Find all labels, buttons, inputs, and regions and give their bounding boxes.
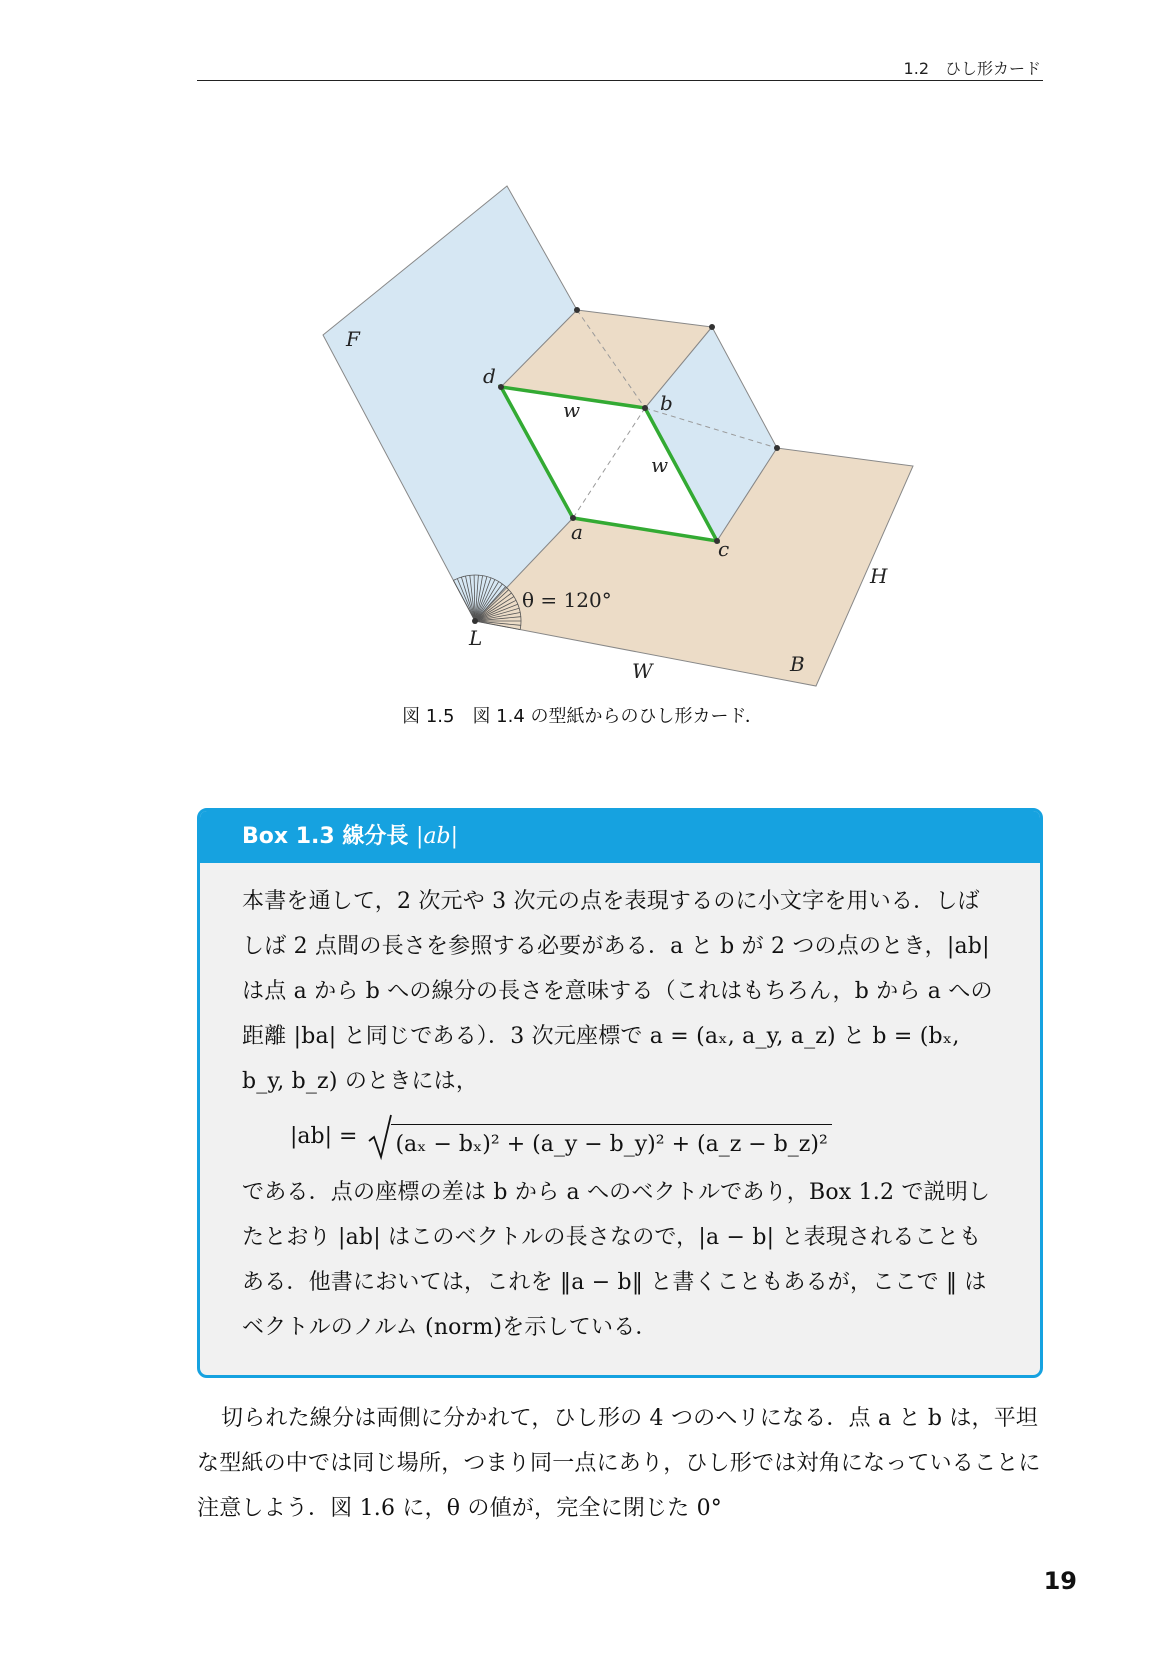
radical-sign-icon [367, 1113, 393, 1161]
box-paragraph-2: である．点の座標の差は b から a へのベクトルであり，Box 1.2 で説明したとおり |ab| はこのベクトルの長さなので，|a − b| と表現されることもある．他書においては，これを ‖a − b‖ と書くこともあるが，ここで ‖ はベクトルのノルム (norm)を示している． [242, 1180, 991, 1340]
label-l: L [469, 626, 483, 650]
label-f: F [346, 327, 360, 351]
box-title [200, 811, 1040, 863]
box-body [200, 863, 1040, 1350]
page-number: 19 [1043, 1567, 1077, 1595]
label-h: H [870, 564, 888, 588]
label-b: b [660, 391, 673, 415]
label-b-panel: B [790, 652, 805, 676]
label-w-right: w [651, 453, 669, 477]
label-c: c [718, 537, 730, 561]
box-paragraph-1: 本書を通して，2 次元や 3 次元の点を表現するのに小文字を用いる．しばしば 2 点間の長さを参照する必要がある．a と b が 2 つの点のとき，|ab| は点 a から b への線分の長さを意味する（これはもちろん，b から a への距離 |ba| と同じである）．3 次元座標で a = (aₓ, a_y, a_z) と b = (bₓ, b_y, b_z) のときには， [242, 889, 993, 1094]
box-title-prefix: Box 1.3 線分長 [242, 824, 417, 849]
box-title-math: |ab| [416, 824, 459, 849]
label-a: a [571, 520, 583, 544]
label-theta: θ = 120° [522, 588, 612, 612]
square-root [367, 1115, 831, 1159]
figure-1-5 [0, 0, 1165, 740]
rhombus-card-illustration [0, 0, 1165, 740]
distance-equation [242, 1104, 1000, 1170]
figure-caption: 図 1.5 図 1.4 の型紙からのひし形カード． [402, 706, 763, 727]
main-text [197, 1396, 1043, 1531]
box-1-3 [197, 808, 1043, 1378]
label-w-bottom: W [632, 659, 653, 683]
equation-lhs: |ab| = [290, 1124, 358, 1149]
label-w-top: w [563, 398, 581, 422]
running-head-text: 1.2 ひし形カード [903, 59, 1041, 78]
label-d: d [483, 364, 496, 388]
main-text-content: 切られた線分は両側に分かれて，ひし形の 4 つのヘリになる．点 a と b は，平坦な型紙の中では同じ場所，つまり同一点にあり，ひし形では対角になっていることに注意しよう．図 1.6 に，θ の値が，完全に閉じた 0° [197, 1406, 1041, 1521]
equation-radicand: (aₓ − bₓ)² + (a_y − b_y)² + (a_z − b_z)² [391, 1124, 831, 1165]
